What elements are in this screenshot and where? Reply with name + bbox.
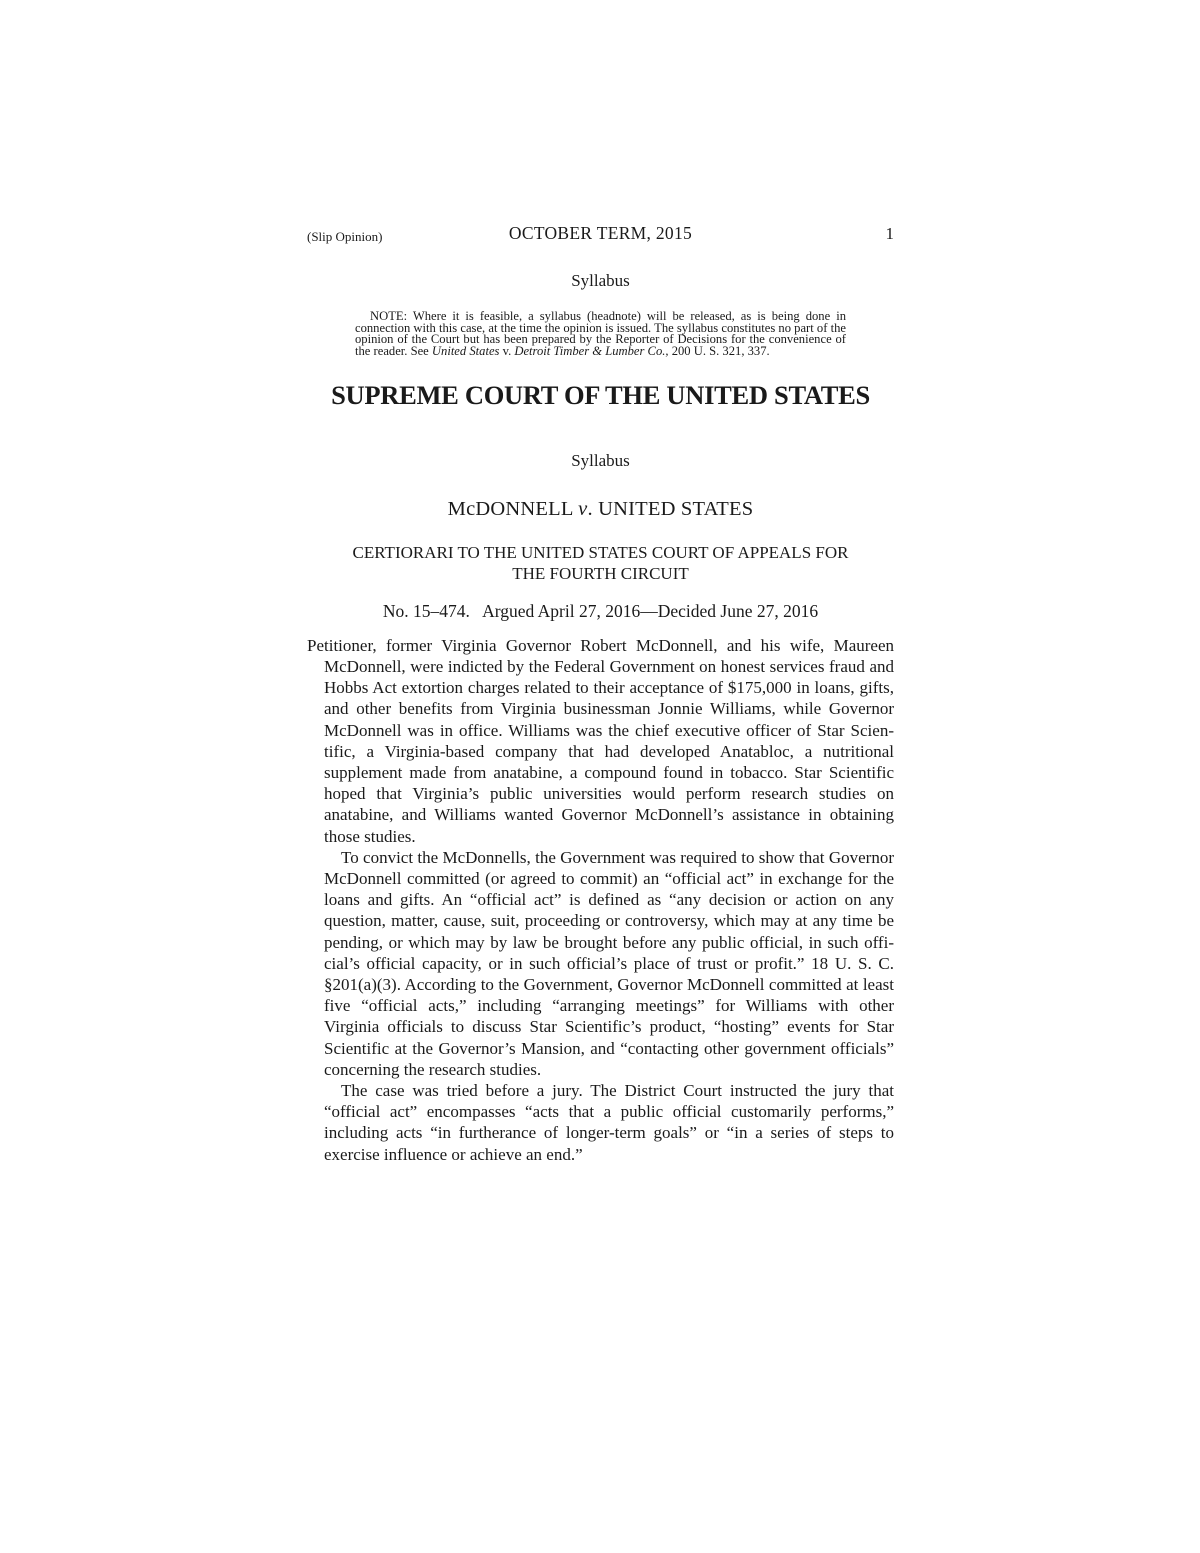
party-respondent: . UNITED STATES bbox=[587, 497, 754, 520]
page-number: 1 bbox=[885, 224, 894, 243]
note-text: NOTE: Where it is feasible, a syllabus (headnote) will be released, as is being done in connection with this case, at the time the opinion is issued. The syllabus constitutes no part of the opinion of the Court but has been prepared by the Reporter of Decisions for the convenience of the reader. See bbox=[355, 309, 846, 359]
party-petitioner: McDONNELL bbox=[447, 497, 579, 520]
reporter-note bbox=[355, 311, 846, 358]
running-header bbox=[307, 222, 894, 248]
slip-opinion-page bbox=[307, 222, 894, 1165]
versus-mark: v bbox=[578, 497, 588, 520]
certiorari-line bbox=[307, 542, 894, 584]
docket-line: No. 15–474. Argued April 27, 2016—Decided June 27, 2016 bbox=[382, 600, 819, 621]
certiorari-line-1: CERTIORARI TO THE UNITED STATES COURT OF APPEALS FOR bbox=[352, 542, 849, 562]
paragraph-3: The case was tried before a jury. The District Court instructed the jury that “official act” encompasses “acts that a public official customarily performs,” including acts “in furtherance of longer-term goals” or “in a series of steps to exercise influence or achieve an end.” bbox=[324, 1081, 894, 1164]
note-cite-case-a: United States bbox=[431, 344, 500, 359]
note-cite-rest: 200 U. S. 321, 337. bbox=[668, 344, 770, 359]
syllabus-heading: Syllabus bbox=[571, 271, 630, 290]
syllabus-body bbox=[307, 635, 894, 1165]
paragraph-1: Petitioner, former Virginia Governor Robert McDonnell, and his wife, Maureen McDonnell, were indicted by the Federal Government on honest services fraud and Hobbs Act extortion charges related to their acceptance of $175,000 in loans, gifts, and other benefits from Virginia businessman Jonnie Williams, while Governor McDonnell was in office. Williams was the chief executive officer of Star Scientific, a Virginia-based company that had developed Anatabloc, a nutritional supplement made from anatabine, a compound found in tobacco. Star Scientific hoped that Virginia’s public universities would perform research studies on anatabine, and Williams wanted Governor McDonnell’s assistance in obtaining those studies. bbox=[307, 635, 894, 846]
note-cite-v: v. bbox=[499, 344, 515, 359]
court-title: SUPREME COURT OF THE UNITED STATES bbox=[331, 379, 870, 410]
term-label: OCTOBER TERM, 2015 bbox=[508, 223, 693, 243]
note-cite-case-b: Detroit Timber & Lumber Co., bbox=[514, 344, 669, 359]
syllabus-subheading: Syllabus bbox=[571, 450, 630, 470]
paragraph-2: To convict the McDonnells, the Government was required to show that Governor McDonnell committed (or agreed to commit) an “official act” in exchange for the loans and gifts. An “official act” is defined as “any decision or action on any question, matter, cause, suit, proceeding or controversy, which may at any time be pending, or which may by law be brought before any public official, in such official’s official capacity, or in such official’s place of trust or profit.” 18 U. S. C. §201(a)(3). According to the Government, Governor McDonnell committed at least five “official acts,” including “arranging meetings” for Williams with other Virginia officials to discuss Star Scientific’s product, “hosting” events for Star Scientific at the Governor’s Mansion, and “contacting other government officials” concerning the research studies. bbox=[324, 847, 894, 1079]
certiorari-line-2: THE FOURTH CIRCUIT bbox=[512, 563, 689, 583]
case-caption bbox=[307, 498, 894, 521]
slip-opinion-label: (Slip Opinion) bbox=[307, 229, 383, 244]
